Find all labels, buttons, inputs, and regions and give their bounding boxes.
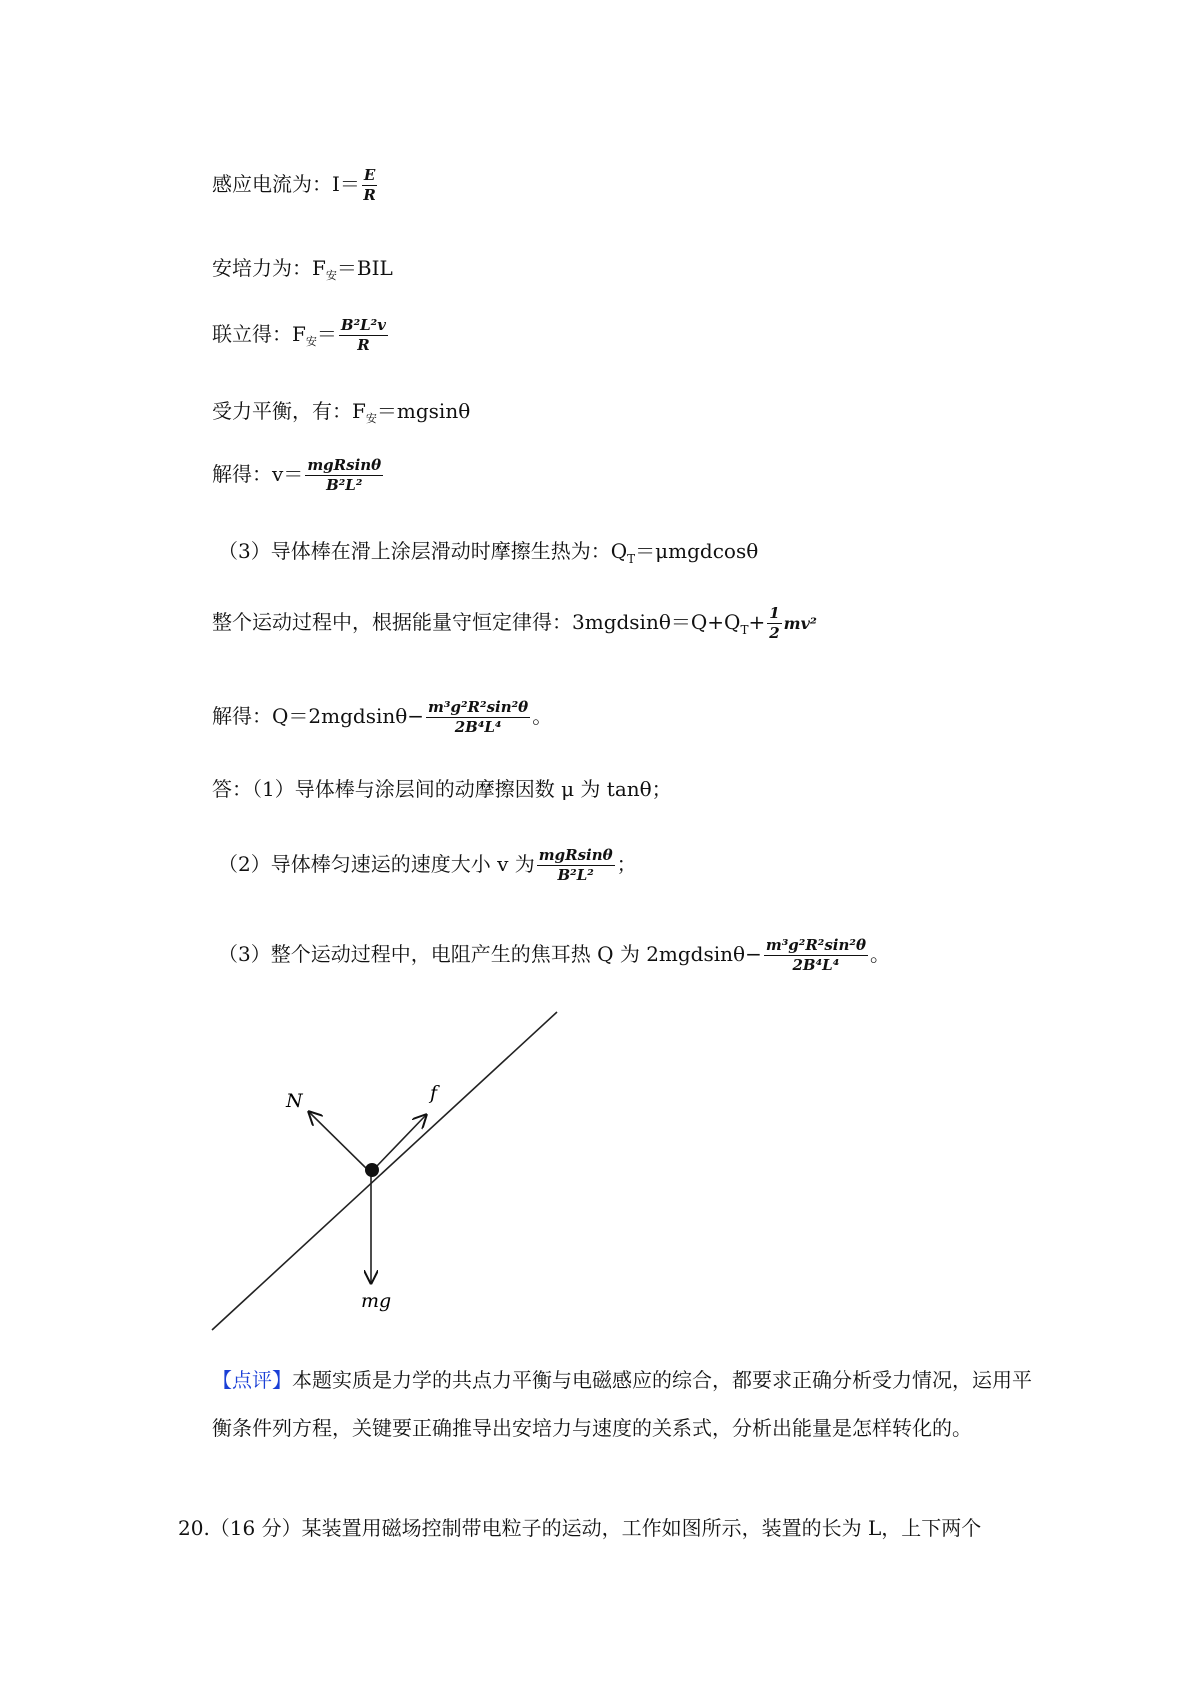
comment-tag: 【点评】 bbox=[212, 1368, 292, 1392]
comment-text: 本题实质是力学的共点力平衡与电磁感应的综合，都要求正确分析受力情况，运用平衡条件列方程，关键要正确推导出安培力与速度的关系式，分析出能量是怎样转化的。 bbox=[212, 1368, 1032, 1440]
fraction: $\frac{\text{mgRsinθ}}{\text{B²L²}}$ bbox=[307, 456, 382, 494]
label-f: f bbox=[430, 1082, 438, 1104]
label-mg: mg bbox=[361, 1290, 392, 1312]
force-diagram bbox=[200, 1000, 580, 1340]
normal-force-arrow bbox=[309, 1112, 370, 1172]
equation-text: 感应电流为：I＝ bbox=[212, 172, 360, 196]
equation-friction-heat: （3）导体棒在滑上涂层滑动时摩擦生热为：$Q_T=\mu mgdcos\theta$ bbox=[218, 539, 759, 566]
equation-current bbox=[212, 168, 379, 203]
fraction: $\frac{1}{2}$ bbox=[769, 604, 780, 642]
answer-1: 答：（1）导体棒与涂层间的动摩擦因数 μ 为 tanθ； bbox=[212, 777, 672, 801]
fraction: $\frac{\text{B²L²v}}{R}$ bbox=[340, 316, 386, 354]
equation-balance: 受力平衡，有：$F_安=mgsin\theta$ bbox=[212, 399, 471, 425]
incline-line bbox=[212, 1012, 557, 1330]
equation-ampere-force: 安培力为：$F_安=BIL$ bbox=[212, 256, 393, 282]
equation-solve-v: 解得：v＝ $\frac{\text{mgRsinθ}}{\text{B²L²}}$ bbox=[212, 456, 382, 494]
conductor-rod-dot bbox=[365, 1163, 379, 1177]
label-n: N bbox=[286, 1090, 303, 1112]
question-20: 20.（16 分）某装置用磁场控制带电粒子的运动，工作如图所示，装置的长为 L，上下两个 bbox=[178, 1516, 982, 1540]
friction-force-arrow bbox=[375, 1115, 426, 1168]
equation-energy-conservation: 整个运动过程中，根据能量守恒定律得：$3mgdsin\theta=Q+Q_T+$ $\frac{1}{2}$ mv² bbox=[212, 604, 817, 642]
fraction: $\frac{\text{mgRsinθ}}{\text{B²L²}}$ bbox=[538, 846, 613, 884]
fraction: $\frac{\text{m³g²R²sin²θ}}{\text{2B⁴L⁴}}$ bbox=[765, 936, 866, 974]
comment-paragraph bbox=[212, 1356, 1042, 1452]
fraction: $\frac{E}{R}$ bbox=[363, 166, 376, 204]
equation-combined: 联立得：$F_安=$ $\frac{\text{B²L²v}}{R}$ bbox=[212, 316, 386, 354]
fraction: $\frac{\text{m³g²R²sin²θ}}{\text{2B⁴L⁴}}$ bbox=[428, 698, 529, 736]
answer-3: （3）整个运动过程中，电阻产生的焦耳热 Q 为 2mgdsinθ− $\frac{\text{m³g²R²sin²θ}}{\text{2B⁴L⁴}}$ 。 bbox=[218, 936, 890, 974]
answer-2: （2）导体棒匀速运的速度大小 v 为 $\frac{\text{mgRsinθ}}{\text{B²L²}}$ ； bbox=[218, 846, 637, 884]
equation-solve-q: 解得：Q＝2mgdsinθ− $\frac{\text{m³g²R²sin²θ}}{\text{2B⁴L⁴}}$ 。 bbox=[212, 698, 553, 736]
